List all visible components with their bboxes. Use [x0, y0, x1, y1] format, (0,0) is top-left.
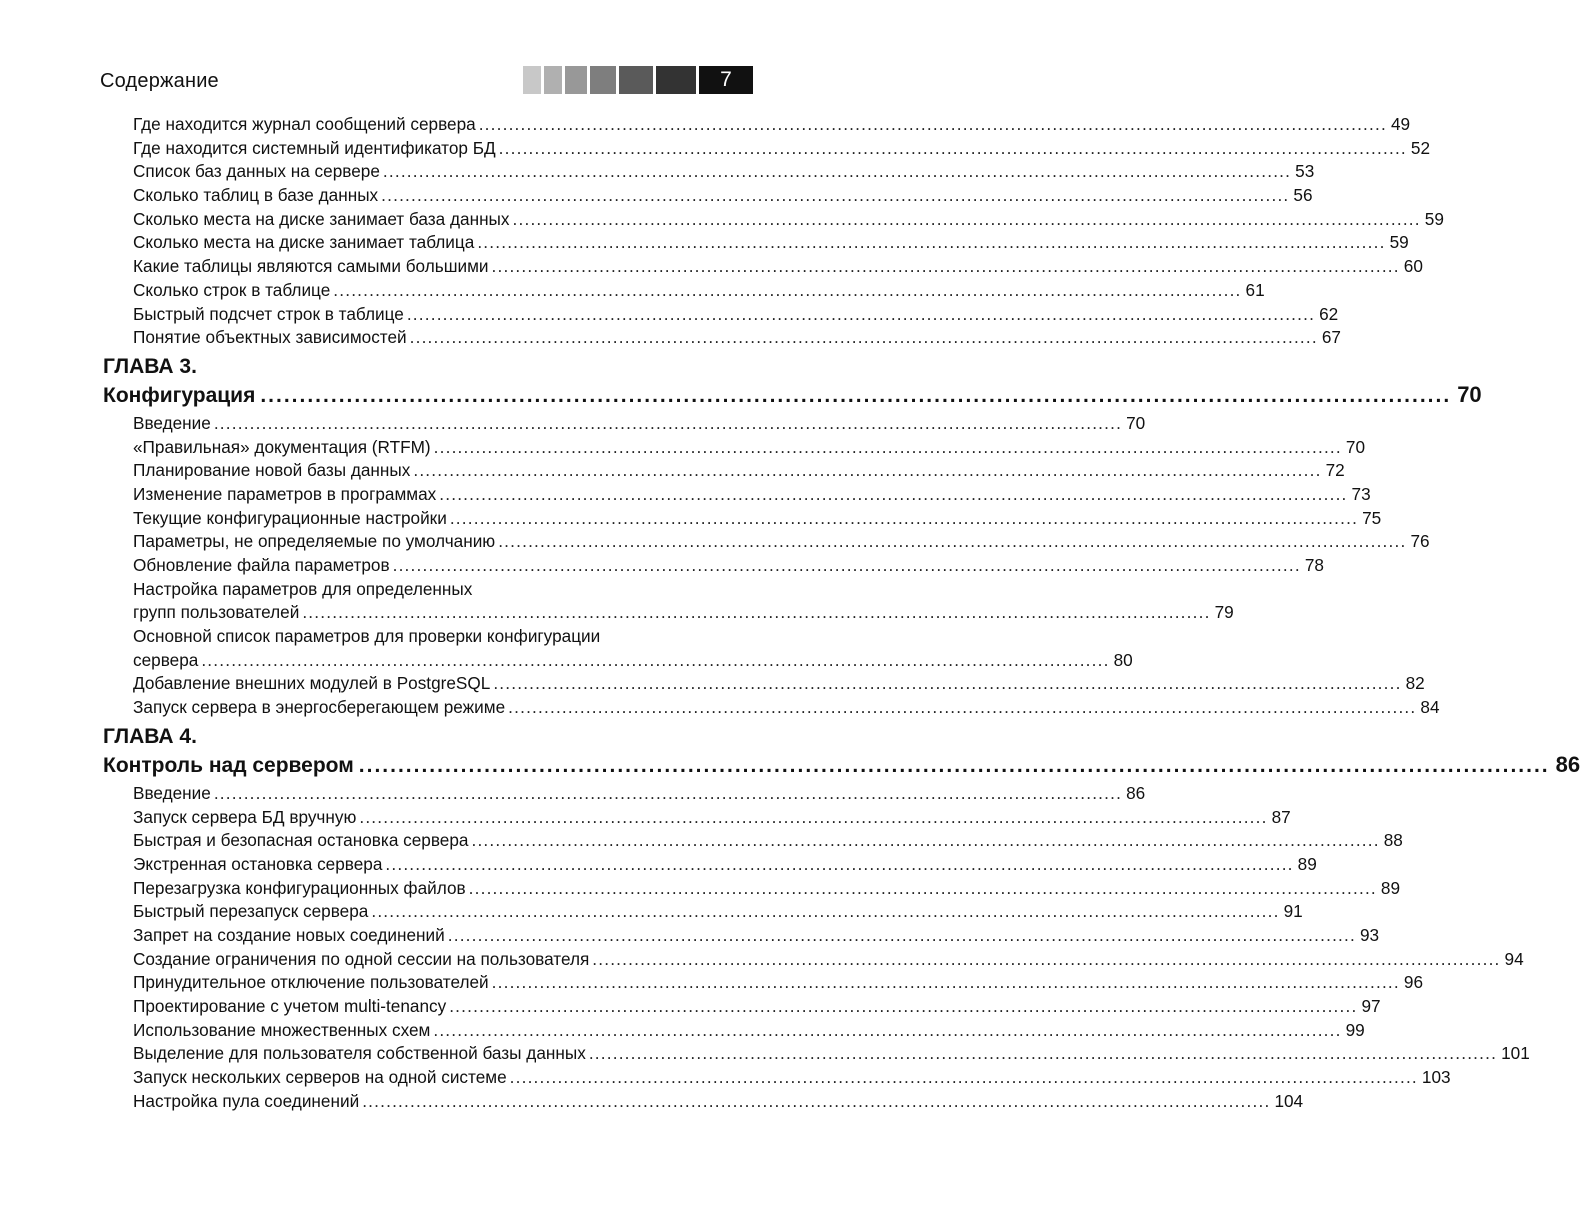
bar-segment [590, 66, 616, 94]
toc-entry-text: Параметры, не определяемые по умолчанию [133, 531, 496, 552]
dot-leader: ........................................................................................................................................................ [477, 232, 1386, 253]
chapter-label: ГЛАВА 3. [103, 354, 197, 378]
toc-entry-text: Запуск нескольких серверов на одной системе [133, 1067, 507, 1088]
bar-segment [523, 66, 541, 94]
toc-entry[interactable] [133, 1042, 1530, 1066]
toc-entry-text: Список баз данных на сервере [133, 161, 380, 182]
toc-entry-page: 86 [1126, 782, 1146, 803]
dot-leader: ........................................................................................................................................................ [409, 327, 1318, 348]
toc-entry-page: 79 [1214, 602, 1234, 623]
toc-entry-text: Запрет на создание новых соединений [133, 924, 445, 945]
toc-entry[interactable] [133, 924, 1380, 948]
dot-leader: ........................................................................................................................................................ [471, 830, 1380, 851]
toc-entry[interactable] [133, 208, 1444, 232]
toc-entry-text: Сколько места на диске занимает база данных [133, 208, 510, 229]
toc-entry[interactable] [133, 853, 1317, 877]
toc-entry[interactable] [133, 255, 1423, 279]
toc-entry-text: Настройка пула соединений [133, 1090, 360, 1111]
dot-leader: ........................................................................................................................................................ [592, 948, 1501, 969]
toc-entry-text: групп пользователей [133, 602, 300, 623]
toc-entry[interactable] [133, 554, 1324, 578]
dot-leader: ........................................................................................................................................................ [512, 208, 1421, 229]
toc-entry[interactable] [133, 530, 1430, 554]
toc-entry-text: Запуск сервера БД вручную [133, 806, 357, 827]
toc-entry[interactable] [133, 971, 1424, 995]
dot-leader: ........................................................................................................................................................ [491, 972, 1400, 993]
toc-entry-page: 70 [1126, 412, 1146, 433]
toc-entry-text: Основной список параметров для проверки конфигурации [133, 626, 601, 647]
toc-entry-page: 91 [1283, 901, 1303, 922]
toc-entry-page: 62 [1319, 303, 1339, 324]
dot-leader: ........................................................................................................................................................ [413, 460, 1322, 481]
toc-entry[interactable] [133, 696, 1440, 720]
toc-entry[interactable] [133, 160, 1315, 184]
dot-leader: ........................................................................................................................................................ [433, 436, 1342, 457]
toc-entry-text: Запуск сервера в энергосберегающем режиме [133, 697, 506, 718]
toc-entry-page: 93 [1360, 924, 1380, 945]
toc-entry-text: Экстренная остановка сервера [133, 853, 383, 874]
dot-leader: ........................................................................................................................................................ [381, 185, 1290, 206]
dot-leader: ........................................................................................................................................................ [439, 483, 1348, 504]
dot-leader: ........................................................................................................................................................ [498, 137, 1407, 158]
toc-entry-page: 56 [1293, 185, 1313, 206]
toc-entry-page: 99 [1345, 1019, 1365, 1040]
chapter-title-row[interactable] [103, 749, 1580, 782]
dot-leader: ........................................................................................................................................................ [406, 303, 1316, 324]
dot-leader: ........................................................................................................................................................ [449, 996, 1358, 1016]
toc-entry-text: Где находится системный идентификатор БД [133, 137, 496, 158]
toc-entry[interactable] [133, 1090, 1304, 1114]
running-title: Содержание [100, 70, 219, 92]
bar-segment [565, 66, 587, 94]
toc-entry-page: 103 [1421, 1067, 1451, 1088]
toc-entry-page: 59 [1389, 232, 1409, 253]
toc-entry-page: 73 [1351, 483, 1371, 504]
toc-entry-page: 67 [1321, 327, 1341, 348]
chapter-4-entries [103, 782, 1530, 1114]
dot-leader: ........................................................................................................................................................ [333, 279, 1242, 300]
toc-entry-page: 101 [1501, 1043, 1530, 1064]
toc-entry[interactable] [133, 900, 1303, 924]
dot-leader: ........................................................................................................................................................ [498, 531, 1407, 552]
toc-entry[interactable] [133, 231, 1409, 255]
toc-entry-text: Сколько таблиц в базе данных [133, 185, 379, 206]
toc-entry[interactable] [133, 672, 1425, 696]
toc-entry-text: Сколько места на диске занимает таблица [133, 232, 475, 253]
toc-entry-text: Текущие конфигурационные настройки [133, 507, 447, 528]
toc-entry-text: Принудительное отключение пользователей [133, 972, 489, 993]
toc-entry[interactable] [133, 412, 1146, 436]
toc-entry[interactable] [133, 649, 1133, 673]
dot-leader: ........................................................................................................................................................ [362, 1090, 1271, 1111]
toc-entry-text: Использование множественных схем [133, 1019, 431, 1040]
toc-entry-page: 70 [1345, 436, 1366, 457]
toc-entry[interactable] [133, 507, 1382, 531]
dot-leader: ........................................................................................................................................................ [433, 1019, 1342, 1040]
chapter-title-row[interactable] [103, 379, 1482, 412]
dot-leader: ........................................................................................................................................................ [302, 602, 1211, 623]
toc-entry-text: Введение [133, 782, 211, 803]
toc-entry-text: сервера [133, 649, 199, 670]
toc-entry-text: Сколько строк в таблице [133, 279, 331, 300]
toc-entry[interactable] [133, 1066, 1451, 1090]
toc-entry-text: Проектирование с учетом multi-tenancy [133, 996, 447, 1016]
toc-entry-text: Изменение параметров в программах [133, 483, 437, 504]
toc-entry-page: 87 [1271, 806, 1291, 827]
toc-entry[interactable] [133, 279, 1265, 303]
toc-entry[interactable] [133, 326, 1341, 350]
page-number: 7 [699, 66, 753, 94]
toc-entry-text: Понятие объектных зависимостей [133, 327, 407, 348]
toc-entry[interactable] [133, 995, 1381, 1019]
chapter-3-block [103, 354, 1482, 720]
toc-entry[interactable] [133, 806, 1291, 830]
dot-leader: ........................................................................................................................................................ [213, 782, 1123, 803]
toc-entry-page: 89 [1380, 877, 1401, 898]
toc-entry[interactable] [133, 483, 1371, 507]
dot-leader: ........................................................................................................................................................ [392, 555, 1301, 575]
dot-leader: ........................................................................................................................................................ [382, 161, 1292, 182]
toc-entry-text: Быстрая и безопасная остановка сервера [133, 830, 469, 851]
toc-entry-page: 80 [1113, 649, 1133, 670]
dot-leader: ........................................................................................................................................................ [508, 697, 1417, 718]
dot-leader: ........................................................................................................................................................ [588, 1043, 1498, 1064]
toc-entry-first-line [133, 578, 753, 602]
toc-entry-first-line [133, 625, 753, 649]
dot-leader: ........................................................................................................................................................ [493, 673, 1402, 694]
toc-entry-text: Выделение для пользователя собственной базы данных [133, 1043, 586, 1064]
toc-entry-text: Планирование новой базы данных [133, 460, 411, 481]
toc-entry-page: 84 [1420, 697, 1440, 718]
toc-entry-page: 53 [1295, 161, 1315, 182]
toc-entry-text: Добавление внешних модулей в PostgreSQL [133, 673, 491, 694]
table-of-contents [103, 113, 1580, 1113]
bar-segment [619, 66, 653, 94]
dot-leader: ........................................................................................................................................................ [201, 649, 1110, 670]
bar-segment [656, 66, 696, 94]
dot-leader: ........................................................................................................................................................ [491, 256, 1400, 277]
toc-entry[interactable] [133, 877, 1401, 901]
toc-entry-text: Где находится журнал сообщений сервера [133, 114, 476, 134]
toc-entry-page: 52 [1410, 137, 1431, 158]
toc-entry-page: 49 [1390, 114, 1411, 134]
toc-entry-text: Быстрый подсчет строк в таблице [133, 303, 404, 324]
chapter-page-number: 86 [1555, 751, 1580, 777]
dot-leader: ........................................................................................................................................................ [260, 383, 1452, 407]
toc-entry-text: Создание ограничения по одной сессии на пользователя [133, 948, 590, 969]
bar-segment [544, 66, 562, 94]
dot-leader: ........................................................................................................................................................ [449, 507, 1359, 528]
toc-entry[interactable] [133, 459, 1345, 483]
toc-entry-page: 75 [1362, 507, 1382, 528]
toc-entry-text: Обновление файла параметров [133, 555, 390, 575]
toc-entry[interactable] [133, 436, 1366, 460]
toc-entry-page: 60 [1403, 256, 1423, 277]
dot-leader: ........................................................................................................................................................ [468, 877, 1377, 898]
dot-leader: ........................................................................................................................................................ [509, 1067, 1418, 1088]
dot-leader: ........................................................................................................................................................ [358, 753, 1550, 777]
header-decoration-bar [520, 66, 753, 94]
toc-entry[interactable] [133, 184, 1313, 208]
toc-entry[interactable] [133, 829, 1403, 853]
toc-entry[interactable] [133, 303, 1339, 327]
dot-leader: ........................................................................................................................................................ [478, 114, 1387, 134]
toc-entry-page: 72 [1325, 460, 1345, 481]
toc-entry[interactable] [133, 948, 1524, 972]
toc-entry-text: Перезагрузка конфигурационных файлов [133, 877, 466, 898]
dot-leader: ........................................................................................................................................................ [371, 901, 1280, 922]
toc-entry[interactable] [133, 137, 1431, 161]
toc-entry-page: 97 [1361, 996, 1381, 1016]
dot-leader: ........................................................................................................................................................ [213, 412, 1123, 433]
toc-entry-text: Настройка параметров для определенных [133, 578, 473, 599]
toc-entry-page: 94 [1504, 948, 1524, 969]
toc-entry-text: Быстрый перезапуск сервера [133, 901, 369, 922]
toc-entry-text: «Правильная» документация (RTFM) [133, 436, 431, 457]
toc-entry-page: 88 [1383, 830, 1403, 851]
toc-entry-text: Введение [133, 412, 211, 433]
chapter-label: ГЛАВА 4. [103, 724, 197, 748]
toc-entry[interactable] [133, 782, 1146, 806]
toc-entry-page: 89 [1297, 853, 1317, 874]
dot-leader: ........................................................................................................................................................ [447, 924, 1356, 945]
dot-leader: ........................................................................................................................................................ [359, 806, 1268, 827]
chapter-title: Контроль над сервером [103, 753, 354, 777]
chapter-4-block [103, 724, 1580, 1114]
chapter-3-entries [103, 412, 1440, 720]
dot-leader: ........................................................................................................................................................ [385, 853, 1294, 874]
toc-entry[interactable] [133, 601, 1234, 625]
toc-entry-page: 76 [1410, 531, 1430, 552]
toc-entry-page: 96 [1403, 972, 1424, 993]
toc-entry-text: Какие таблицы являются самыми большими [133, 256, 489, 277]
chapter-title: Конфигурация [103, 383, 256, 407]
chapter-page-number: 70 [1457, 381, 1482, 407]
section-previous-chapter [103, 113, 1444, 350]
toc-entry-page: 78 [1304, 555, 1324, 575]
toc-entry-page: 61 [1245, 279, 1265, 300]
toc-entry-page: 82 [1405, 673, 1425, 694]
toc-entry[interactable] [133, 1019, 1365, 1043]
toc-entry-page: 104 [1274, 1090, 1304, 1111]
toc-entry[interactable] [133, 113, 1411, 137]
page-header [100, 66, 753, 96]
toc-entry-page: 59 [1424, 208, 1444, 229]
